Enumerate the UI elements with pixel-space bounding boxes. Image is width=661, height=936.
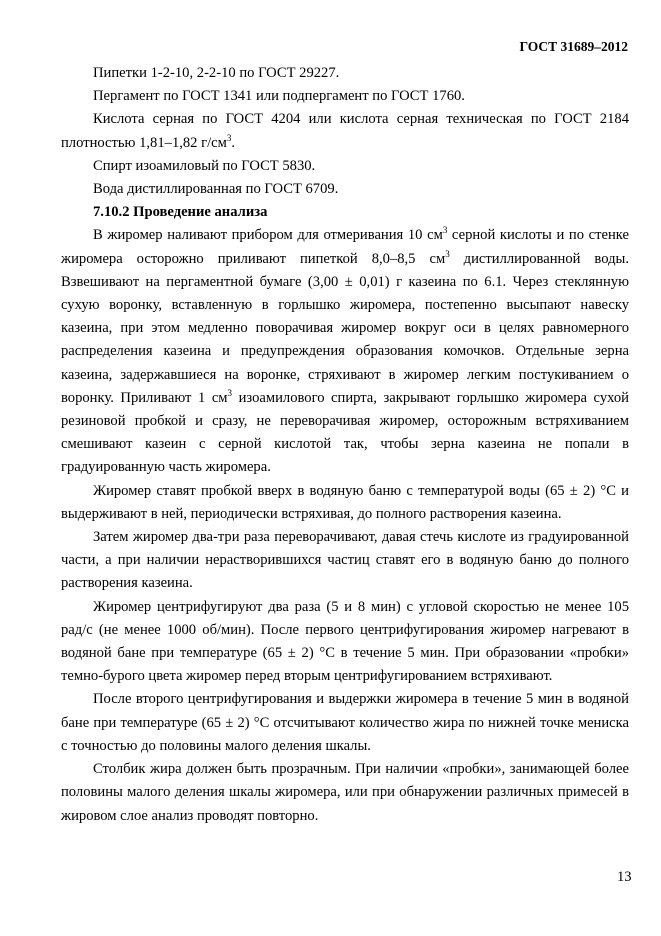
text-run: дистиллированной воды. Взвешивают на пергаментной бумаге (3,00 ± 0,01) г казеина по 6.1. Через стеклянную сухую воронку, вставленную в горлышко жиромера, постепенно высыпают навеску казеина, при этом медленно поворачивая жиромер вокруг оси в целях равномерного распределения казеина и предупреждения образования комочков. Отдельные зерна казеина, задержавшиеся на воронке, стряхивают в жиромер легким постукиванием о воронку. Приливают 1 см <box>61 250 629 406</box>
text-run: . <box>231 134 236 151</box>
text-run: В жиромер наливают прибором для отмеривания 10 см <box>93 227 443 244</box>
superscript: 3 <box>226 132 232 143</box>
text-run: Кислота серная по ГОСТ 4204 или кислота серная техническая по ГОСТ 2184 плотностью 1,81–1,82 г/см <box>61 111 629 151</box>
paragraph-repeat: Столбик жира должен быть прозрачным. При наличии «пробки», занимающей более половины малого деления шкалы жиромера, или при обнаружении различных примесей в жировом слое анализ проводят повторно. <box>61 761 629 824</box>
paragraph-invert: Затем жиромер два-три раза переворачивают, давая стечь кислоте из градуированной части, а при наличии нерастворившихся частиц ставят его в водяную баню до полного растворения казеина. <box>61 529 629 592</box>
paragraph-procedure <box>61 224 629 479</box>
paragraph-centrifuge: Жиромер центрифугируют два раза (5 и 8 мин) с угловой скоростью не менее 105 рад/с (не менее 1000 об/мин). После первого центрифугирования жиромер нагревают в водяной бане при температуре (65 ± 2) °С в течение 5 мин. При образовании «пробки» темно-бурого цвета жиромер перед вторым центрифугированием встряхивают. <box>61 598 629 685</box>
paragraph-sulfuric-acid <box>61 108 629 154</box>
paragraph-pipettes: Пипетки 1-2-10, 2-2-10 по ГОСТ 29227. <box>93 65 340 81</box>
superscript: 3 <box>445 248 450 259</box>
text-run: изоамилового спирта, закрывают горлышко жиромера сухой резиновой пробкой и сразу, не переворачивая жиромер, осторожным встряхиванием смешивают казеин с серной кислотой так, чтобы зерна казеина не попали в градуированную часть жиромера. <box>61 389 629 476</box>
section-heading: 7.10.2 Проведение анализа <box>93 204 268 221</box>
paragraph-parchment: Пергамент по ГОСТ 1341 или подпергамент по ГОСТ 1760. <box>93 88 465 105</box>
page-body <box>61 62 629 828</box>
superscript: 3 <box>442 225 448 236</box>
paragraph-reading: После второго центрифугирования и выдержки жиромера в течение 5 мин в водяной бане при температуре (65 ± 2) °С отсчитывают количество жира по нижней точке мениска с точностью до половины малого деления шкалы. <box>61 691 629 754</box>
superscript: 3 <box>227 387 233 398</box>
page-number: 13 <box>617 869 632 885</box>
paragraph-distilled-water: Вода дистиллированная по ГОСТ 6709. <box>93 181 339 198</box>
paragraph-water-bath: Жиромер ставят пробкой вверх в водяную баню с температурой воды (65 ± 2) °С и выдерживают в ней, периодически встряхивая, до полного растворения казеина. <box>61 482 629 522</box>
page-header-standard-number: ГОСТ 31689–2012 <box>519 39 628 54</box>
text-run: серной кислоты и по стенке жиромера осторожно приливают пипеткой 8,0–8,5 см <box>61 227 629 267</box>
paragraph-isoamyl-alcohol: Спирт изоамиловый по ГОСТ 5830. <box>93 157 316 174</box>
